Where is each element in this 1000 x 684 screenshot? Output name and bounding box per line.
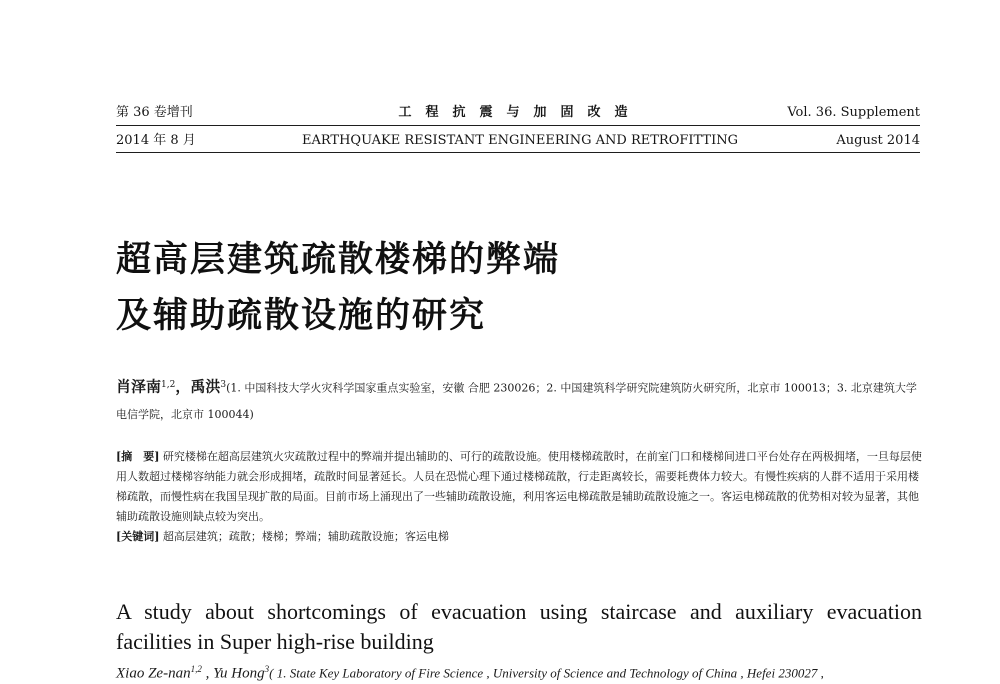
abstract-text: 研究楼梯在超高层建筑火灾疏散过程中的弊端并提出辅助的、可行的疏散设施。使用楼梯疏散时，在前室门口和楼梯间进口平台处存在两极拥堵，一旦每层使用人数超过楼梯容纳能力就会形成拥堵，疏散时间显著延长。人员在恐慌心理下通过楼梯疏散，行走距离较长，需要耗费体力较大。有慢性疾病的人群不适用于采用楼梯疏散，而慢性病在我国呈现扩散的局面。目前市场上涌现出了一些辅助疏散设施，利用客运电梯疏散是辅助疏散设施之一。客运电梯疏散的优势相对较为显著，其他辅助疏散设施则缺点较为突出。 bbox=[116, 450, 922, 523]
title-cn-line-2: 及辅助疏散设施的研究 bbox=[116, 296, 487, 336]
journal-title-en: EARTHQUAKE RESISTANT ENGINEERING AND RETROFITTING bbox=[301, 133, 739, 148]
header-rule-bottom bbox=[116, 152, 920, 153]
affiliation-en: ( 1. State Key Laboratory of Fire Science , University of Science and Technology of China , Hefei 230027 , bbox=[269, 665, 824, 681]
author-2-cn: 禹洪 bbox=[190, 377, 221, 396]
author-1-cn: 肖泽南 bbox=[116, 377, 162, 396]
header-left bbox=[116, 105, 196, 149]
author-1-en-affil: 1,2 bbox=[190, 664, 202, 674]
header-rule-top bbox=[116, 125, 920, 126]
title-cn-line-1: 超高层建筑疏散楼梯的弊端 bbox=[116, 240, 561, 280]
date-cn: 2014 年 8 月 bbox=[116, 133, 196, 148]
author-separator-en: , bbox=[201, 665, 214, 682]
keywords-label: [关键词] bbox=[116, 530, 160, 543]
paper-title-cn bbox=[116, 232, 916, 344]
abstract-paragraph bbox=[116, 447, 922, 527]
author-2-cn-affil: 3 bbox=[220, 380, 227, 390]
date-en: August 2014 bbox=[836, 133, 920, 148]
header-center bbox=[300, 105, 740, 149]
author-2-en: Yu Hong bbox=[213, 665, 265, 682]
abstract-block bbox=[116, 447, 922, 547]
authors-en bbox=[116, 664, 936, 682]
affiliations-cn: (1. 中国科技大学火灾科学国家重点实验室，安徽 合肥 230026；2. 中国建筑科学研究院建筑防火研究所，北京市 100013；3. 北京建筑大学电信学院，北京市 100044) bbox=[116, 381, 917, 421]
author-separator-cn: ， bbox=[175, 377, 191, 396]
header-right bbox=[760, 105, 920, 149]
abstract-label: [摘 要] bbox=[116, 450, 160, 463]
author-1-en: Xiao Ze-nan bbox=[116, 665, 191, 682]
keywords-paragraph bbox=[116, 527, 922, 547]
paper-title-en: A study about shortcomings of evacuation using staircase and auxiliary evacuation facilities in Super high-rise building bbox=[116, 599, 922, 654]
authors-cn bbox=[116, 372, 922, 428]
author-1-cn-affil: 1,2 bbox=[161, 380, 176, 390]
author-2-en-affil: 3 bbox=[264, 664, 270, 674]
volume-en: Vol. 36. Supplement bbox=[787, 105, 920, 120]
keywords-text: 超高层建筑；疏散；楼梯；弊端；辅助疏散设施；客运电梯 bbox=[162, 530, 449, 543]
volume-cn: 第 36 卷增刊 bbox=[116, 105, 193, 120]
journal-title-cn: 工程抗震与加固改造 bbox=[398, 105, 642, 120]
